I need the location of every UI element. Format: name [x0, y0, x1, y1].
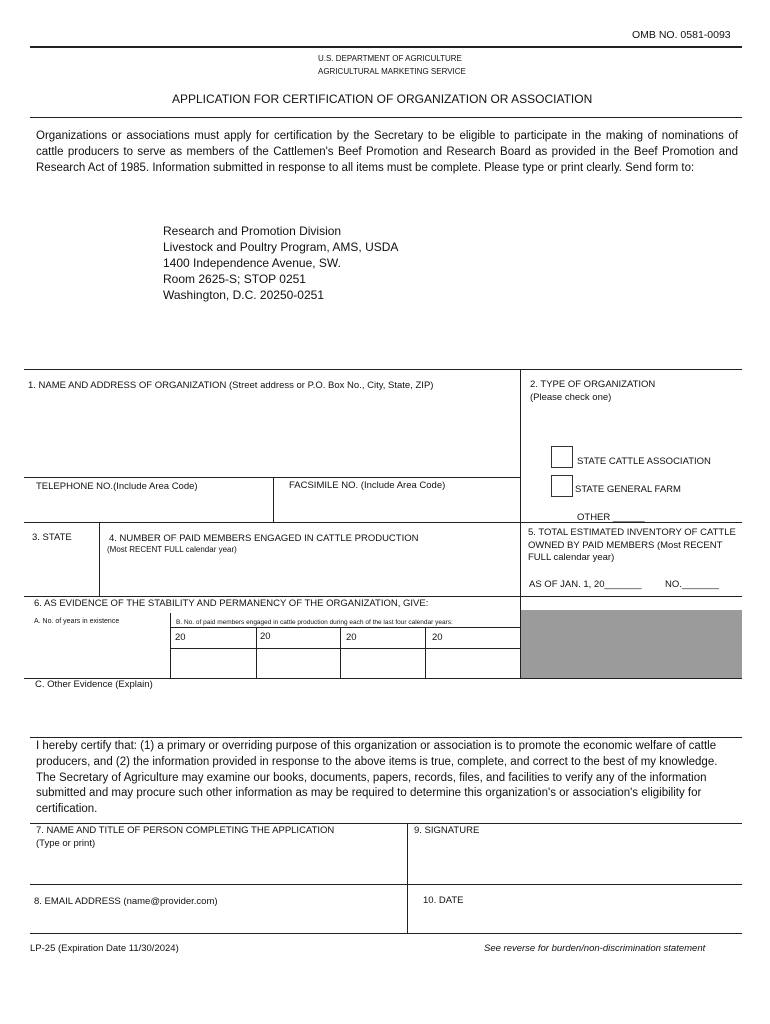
- address-line: Washington, D.C. 20250-0251: [163, 288, 324, 302]
- year2-members-field[interactable]: [257, 649, 339, 677]
- address-line: Livestock and Poultry Program, AMS, USDA: [163, 240, 399, 254]
- telephone-field[interactable]: [26, 494, 270, 520]
- grid-line: [24, 477, 520, 478]
- section9-label: 9. SIGNATURE: [414, 825, 480, 836]
- section2-label: 2. TYPE OF ORGANIZATION: [530, 379, 656, 390]
- reverse-note: See reverse for burden/non-discrimination statement: [484, 943, 706, 954]
- facsimile-field[interactable]: [276, 494, 518, 520]
- certification-text: I hereby certify that: (1) a primary or overriding purpose of this organization or association is to promote the economic welfare of cattle producers, and (2) the information provided in response to the above items is true, complete, and correct to the best of my knowledge. The Secretary of Agriculture may examine our books, documents, papers, records, files, and facilities to verify any of the information submitted and may procure such other information as may be required to determine this organization's or association's eligibility for certification.: [36, 740, 718, 816]
- option-label: STATE CATTLE ASSOCIATION: [577, 456, 711, 467]
- other-evidence-label: C. Other Evidence (Explain): [35, 679, 153, 690]
- omb-number: OMB NO. 0581-0093: [632, 29, 731, 41]
- year4-members-field[interactable]: [426, 649, 519, 677]
- header-rule: [30, 46, 742, 48]
- section6-label: 6. AS EVIDENCE OF THE STABILITY AND PERMANENCY OF THE ORGANIZATION, GIVE:: [34, 598, 429, 609]
- section3-label: 3. STATE: [32, 532, 72, 543]
- address-line: Room 2625-S; STOP 0251: [163, 272, 306, 286]
- year-label: 20: [260, 631, 271, 642]
- grid-line: [407, 823, 408, 933]
- state-cattle-association-checkbox[interactable]: [551, 446, 573, 468]
- address-line: 1400 Independence Avenue, SW.: [163, 256, 341, 270]
- section1-label: 1. NAME AND ADDRESS OF ORGANIZATION (Street address or P.O. Box No., City, State, ZIP): [28, 380, 434, 391]
- grid-line: [170, 627, 520, 628]
- mailing-address: [163, 223, 398, 303]
- section4-sub: (Most RECENT FULL calendar year): [107, 545, 237, 554]
- paid-members-years-label: B. No. of paid members engaged in cattle production during each of the last four calendar years:: [176, 619, 453, 626]
- section5-label: 5. TOTAL ESTIMATED INVENTORY OF CATTLE OWNED BY PAID MEMBERS (Most RECENT FULL calendar year): [528, 527, 736, 563]
- section10-label: 10. DATE: [423, 895, 464, 906]
- section8-label: 8. EMAIL ADDRESS (name@provider.com): [34, 896, 218, 907]
- signature-field[interactable]: [411, 840, 740, 882]
- option-label: STATE GENERAL FARM: [575, 484, 681, 495]
- org-name-address-field[interactable]: [26, 394, 516, 474]
- grid-line: [30, 884, 742, 885]
- facsimile-label: FACSIMILE NO. (Include Area Code): [289, 480, 446, 491]
- title-rule: [30, 117, 742, 118]
- telephone-label: TELEPHONE NO.(Include Area Code): [36, 481, 198, 492]
- grid-line: [30, 737, 742, 738]
- section4-label: 4. NUMBER OF PAID MEMBERS ENGAGED IN CATTLE PRODUCTION: [109, 533, 419, 544]
- other-option-label: OTHER ______: [577, 512, 645, 523]
- address-line: Research and Promotion Division: [163, 224, 342, 238]
- grid-line: [273, 477, 274, 522]
- year-label: 20: [175, 632, 186, 643]
- section7-label: 7. NAME AND TITLE OF PERSON COMPLETING THE APPLICATION: [36, 825, 335, 836]
- state-general-farm-checkbox[interactable]: [551, 475, 573, 497]
- other-evidence-field[interactable]: [30, 692, 740, 734]
- state-field[interactable]: [26, 545, 96, 593]
- years-existence-label: A. No. of years in existence: [34, 618, 120, 625]
- year-label: 20: [346, 632, 357, 643]
- inventory-number-field[interactable]: NO._______: [665, 579, 719, 590]
- name-title-field[interactable]: [34, 851, 404, 882]
- as-of-field[interactable]: AS OF JAN. 1, 20_______: [529, 579, 642, 590]
- date-field[interactable]: [411, 909, 740, 931]
- department: U.S. DEPARTMENT OF AGRICULTURE: [318, 54, 462, 63]
- grid-line: [99, 522, 100, 596]
- service: AGRICULTURAL MARKETING SERVICE: [318, 67, 466, 76]
- grid-line: [24, 596, 742, 597]
- section2-sub: (Please check one): [530, 392, 612, 403]
- year-label: 20: [432, 632, 443, 643]
- grid-line: [30, 933, 742, 934]
- grid-line: [24, 369, 742, 370]
- email-field[interactable]: [34, 909, 404, 931]
- year3-members-field[interactable]: [341, 649, 424, 677]
- year1-members-field[interactable]: [171, 649, 255, 677]
- form-title: APPLICATION FOR CERTIFICATION OF ORGANIZATION OR ASSOCIATION: [172, 92, 593, 106]
- paid-members-field[interactable]: [102, 558, 517, 594]
- grid-line: [30, 823, 742, 824]
- intro-text: Organizations or associations must apply for certification by the Secretary to be eligible to participate in the making of nominations of cattle producers to serve as members of the Cattlemen's Beef Promotion and Research Board as provided in the Beef Promotion and Research Act of 1985. Information submitted in response to all items must be complete. Please type or print clearly. Send form to:: [36, 130, 738, 174]
- section7-sub: (Type or print): [36, 838, 96, 849]
- shaded-area: [521, 610, 742, 678]
- form-number: LP-25 (Expiration Date 11/30/2024): [30, 943, 179, 954]
- years-existence-field[interactable]: [30, 630, 166, 676]
